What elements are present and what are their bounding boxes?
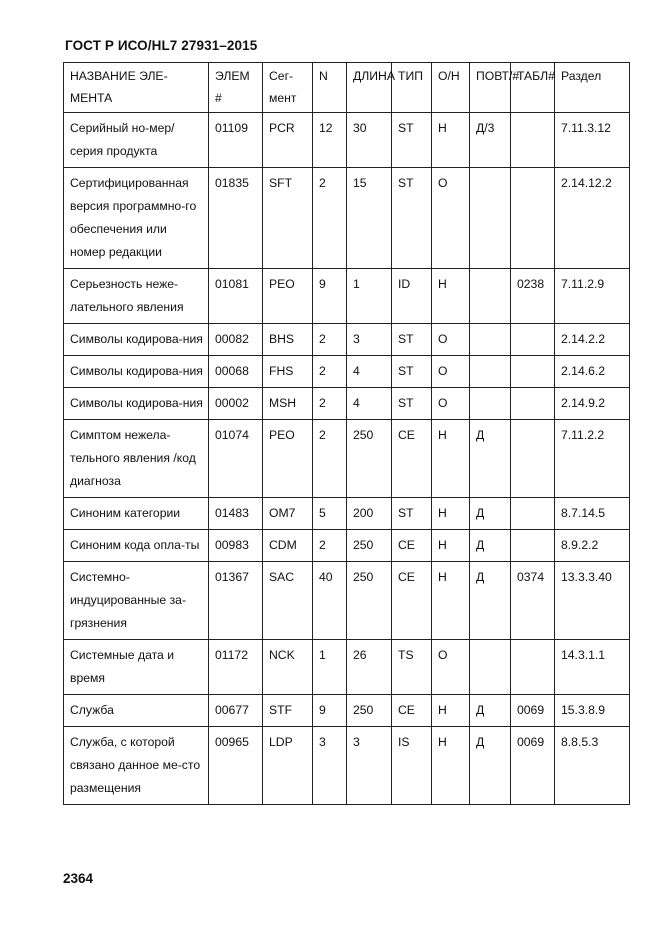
table-row (64, 640, 630, 695)
cell-type: ID (392, 269, 432, 324)
column-header-section: Раздел (555, 63, 630, 113)
cell-on: О (432, 168, 470, 269)
column-header-name: НАЗВАНИЕ ЭЛЕ-МЕНТА (64, 63, 209, 113)
cell-name: Симптом нежела-тельного явления /код диагноза (64, 420, 209, 498)
cell-name: Служба, с которой связано данное ме-сто размещения (64, 727, 209, 805)
cell-type: CE (392, 562, 432, 640)
cell-name: Системные дата и время (64, 640, 209, 695)
cell-segment: PEO (263, 420, 313, 498)
cell-section: 8.9.2.2 (555, 530, 630, 562)
cell-type: CE (392, 695, 432, 727)
cell-name: Синоним кода опла-ты (64, 530, 209, 562)
cell-repeat: Д/3 (470, 113, 511, 168)
column-header-n: N (313, 63, 347, 113)
cell-type: CE (392, 530, 432, 562)
cell-n: 1 (313, 640, 347, 695)
cell-name: Символы кодирова-ния (64, 324, 209, 356)
cell-section: 2.14.12.2 (555, 168, 630, 269)
table-row (64, 168, 630, 269)
cell-length: 15 (347, 168, 392, 269)
cell-n: 2 (313, 168, 347, 269)
cell-name: Сертифицированная версия программно-го обеспечения или номер редакции (64, 168, 209, 269)
cell-tabl: 0069 (511, 695, 555, 727)
cell-tabl (511, 530, 555, 562)
column-header-on: О/Н (432, 63, 470, 113)
cell-section: 7.11.3.12 (555, 113, 630, 168)
cell-name: Служба (64, 695, 209, 727)
cell-elem: 00965 (209, 727, 263, 805)
cell-elem: 00677 (209, 695, 263, 727)
cell-n: 40 (313, 562, 347, 640)
cell-elem: 00082 (209, 324, 263, 356)
cell-name: Символы кодирова-ния (64, 388, 209, 420)
table-row (64, 388, 630, 420)
table-header-row (64, 63, 630, 113)
cell-on: Н (432, 695, 470, 727)
document-header: ГОСТ Р ИСО/HL7 27931–2015 (65, 38, 258, 53)
cell-elem: 01483 (209, 498, 263, 530)
cell-elem: 01172 (209, 640, 263, 695)
cell-on: О (432, 356, 470, 388)
cell-elem: 01835 (209, 168, 263, 269)
cell-length: 1 (347, 269, 392, 324)
cell-repeat (470, 168, 511, 269)
cell-tabl (511, 498, 555, 530)
cell-section: 2.14.9.2 (555, 388, 630, 420)
cell-length: 3 (347, 727, 392, 805)
cell-repeat: Д (470, 562, 511, 640)
column-header-type: ТИП (392, 63, 432, 113)
cell-n: 9 (313, 695, 347, 727)
cell-section: 15.3.8.9 (555, 695, 630, 727)
table-row (64, 530, 630, 562)
cell-repeat (470, 356, 511, 388)
cell-name: Синоним категории (64, 498, 209, 530)
cell-elem: 01081 (209, 269, 263, 324)
cell-type: TS (392, 640, 432, 695)
cell-segment: LDP (263, 727, 313, 805)
cell-section: 7.11.2.9 (555, 269, 630, 324)
cell-repeat (470, 640, 511, 695)
cell-length: 200 (347, 498, 392, 530)
elements-table (63, 62, 630, 805)
cell-tabl (511, 356, 555, 388)
cell-tabl (511, 168, 555, 269)
cell-segment: NCK (263, 640, 313, 695)
cell-type: CE (392, 420, 432, 498)
cell-on: Н (432, 269, 470, 324)
cell-type: ST (392, 168, 432, 269)
cell-on: Н (432, 113, 470, 168)
cell-type: ST (392, 388, 432, 420)
cell-type: ST (392, 498, 432, 530)
page-number: 2364 (63, 871, 94, 886)
cell-segment: OM7 (263, 498, 313, 530)
table-row (64, 356, 630, 388)
cell-length: 250 (347, 695, 392, 727)
cell-n: 9 (313, 269, 347, 324)
cell-name: Серьезность неже-лательного явления (64, 269, 209, 324)
cell-n: 2 (313, 324, 347, 356)
cell-segment: SAC (263, 562, 313, 640)
cell-n: 2 (313, 420, 347, 498)
cell-length: 250 (347, 420, 392, 498)
cell-section: 8.7.14.5 (555, 498, 630, 530)
cell-length: 26 (347, 640, 392, 695)
cell-repeat: Д (470, 727, 511, 805)
cell-n: 3 (313, 727, 347, 805)
cell-repeat (470, 324, 511, 356)
column-header-elem: ЭЛЕМ # (209, 63, 263, 113)
cell-tabl: 0374 (511, 562, 555, 640)
cell-elem: 00068 (209, 356, 263, 388)
cell-on: О (432, 324, 470, 356)
cell-section: 2.14.2.2 (555, 324, 630, 356)
cell-type: ST (392, 324, 432, 356)
cell-repeat: Д (470, 695, 511, 727)
column-header-segment: Сег-мент (263, 63, 313, 113)
cell-on: Н (432, 727, 470, 805)
table-row (64, 498, 630, 530)
column-header-length: ДЛИНА (347, 63, 392, 113)
cell-n: 12 (313, 113, 347, 168)
cell-length: 4 (347, 388, 392, 420)
table-row (64, 727, 630, 805)
cell-segment: SFT (263, 168, 313, 269)
cell-length: 3 (347, 324, 392, 356)
column-header-repeat: ПОВТ/# (470, 63, 511, 113)
cell-on: Н (432, 562, 470, 640)
cell-segment: CDM (263, 530, 313, 562)
cell-length: 30 (347, 113, 392, 168)
cell-tabl: 0069 (511, 727, 555, 805)
cell-section: 8.8.5.3 (555, 727, 630, 805)
cell-section: 7.11.2.2 (555, 420, 630, 498)
cell-segment: MSH (263, 388, 313, 420)
cell-length: 250 (347, 530, 392, 562)
cell-n: 2 (313, 356, 347, 388)
cell-type: IS (392, 727, 432, 805)
cell-n: 5 (313, 498, 347, 530)
cell-segment: BHS (263, 324, 313, 356)
cell-tabl (511, 420, 555, 498)
cell-on: О (432, 640, 470, 695)
cell-repeat (470, 269, 511, 324)
cell-tabl: 0238 (511, 269, 555, 324)
cell-elem: 01367 (209, 562, 263, 640)
cell-elem: 00002 (209, 388, 263, 420)
cell-section: 13.3.3.40 (555, 562, 630, 640)
cell-on: Н (432, 420, 470, 498)
table-row (64, 420, 630, 498)
cell-length: 250 (347, 562, 392, 640)
cell-elem: 00983 (209, 530, 263, 562)
cell-name: Системно-индуцированные за-грязнения (64, 562, 209, 640)
cell-name: Символы кодирова-ния (64, 356, 209, 388)
cell-name: Серийный но-мер/серия продукта (64, 113, 209, 168)
table-row (64, 562, 630, 640)
cell-tabl (511, 388, 555, 420)
cell-n: 2 (313, 530, 347, 562)
cell-elem: 01109 (209, 113, 263, 168)
cell-elem: 01074 (209, 420, 263, 498)
cell-repeat: Д (470, 530, 511, 562)
cell-tabl (511, 324, 555, 356)
cell-section: 14.3.1.1 (555, 640, 630, 695)
cell-tabl (511, 113, 555, 168)
cell-on: Н (432, 498, 470, 530)
cell-type: ST (392, 356, 432, 388)
cell-segment: PCR (263, 113, 313, 168)
cell-on: О (432, 388, 470, 420)
table-row (64, 695, 630, 727)
cell-segment: PEO (263, 269, 313, 324)
cell-tabl (511, 640, 555, 695)
cell-section: 2.14.6.2 (555, 356, 630, 388)
cell-repeat: Д (470, 498, 511, 530)
cell-on: Н (432, 530, 470, 562)
cell-length: 4 (347, 356, 392, 388)
cell-type: ST (392, 113, 432, 168)
cell-segment: STF (263, 695, 313, 727)
table-row (64, 113, 630, 168)
cell-repeat (470, 388, 511, 420)
table-row (64, 269, 630, 324)
table-row (64, 324, 630, 356)
cell-n: 2 (313, 388, 347, 420)
column-header-tabl: ТАБЛ# (511, 63, 555, 113)
cell-repeat: Д (470, 420, 511, 498)
cell-segment: FHS (263, 356, 313, 388)
